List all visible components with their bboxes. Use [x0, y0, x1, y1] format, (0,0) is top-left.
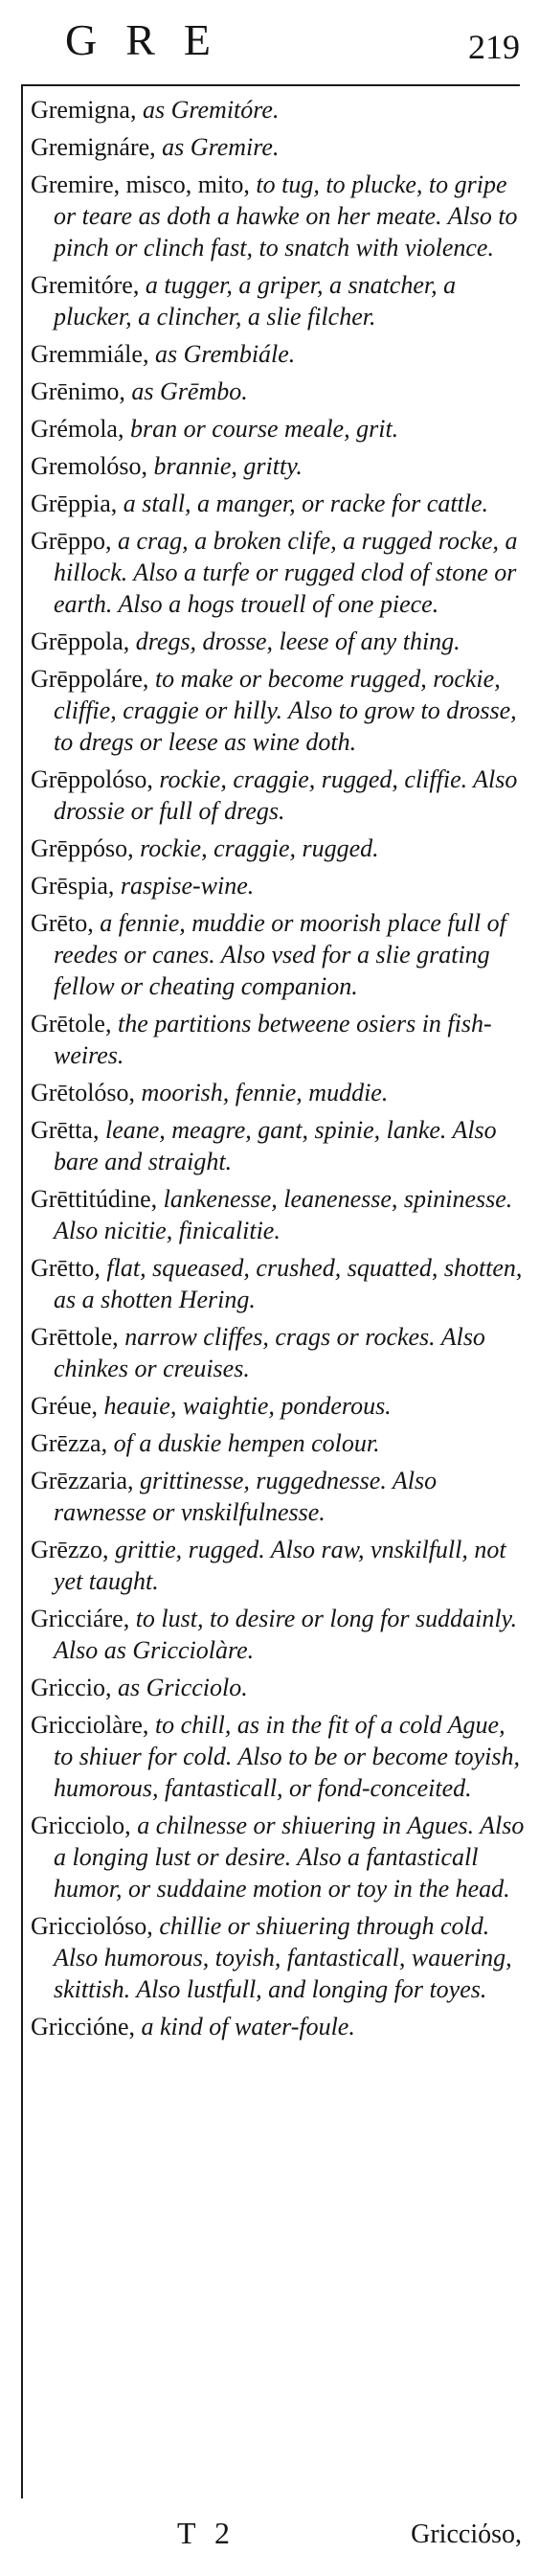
entry-definition: a stall, a manger, or racke for cattle.	[123, 490, 489, 517]
entry-definition: raspise-wine.	[120, 872, 255, 900]
entry-definition: brannie, gritty.	[153, 452, 303, 480]
entry-definition: to make or become rugged, rockie, cliffie, craggie or hilly. Also to grow to drosse, to dregs or leese as wine doth.	[54, 665, 517, 756]
entry-definition: to chill, as in the fit of a cold Ague, to shiuer for cold. Also to be or become toyish, humorous, fantasticall, or fond-conceited.	[54, 1711, 520, 1802]
dictionary-entry	[31, 1534, 525, 1597]
dictionary-entry	[31, 1910, 525, 2005]
entry-headword: Gremmiále,	[31, 340, 149, 368]
signature-mark: T 2	[177, 2516, 236, 2550]
dictionary-entry	[31, 413, 525, 445]
running-head: GRE	[65, 15, 239, 64]
entry-definition: to lust, to desire or long for suddainly. Also as Gricciolàre.	[54, 1605, 518, 1664]
entry-headword: Griccio,	[31, 1674, 112, 1701]
entry-definition: a fennie, muddie or moorish place full of reedes or canes. Also vsed for a slie grating fellow or cheating companion.	[54, 909, 506, 1000]
entry-definition: a crag, a broken clife, a rugged rocke, a hillock. Also a turfe or rugged clod of stone or earth. Also a hogs trouell of one piece.	[54, 527, 518, 618]
dictionary-entry	[31, 870, 525, 901]
entry-definition: lankenesse, leanenesse, spininesse. Also nicitie, finicalitie.	[54, 1185, 513, 1244]
entry-headword: Gréue,	[31, 1392, 99, 1420]
entry-definition: the partitions betweene osiers in fish-weires.	[54, 1010, 492, 1069]
entry-headword: Gremigna,	[31, 96, 137, 124]
entry-headword: Griccióne,	[31, 2013, 136, 2040]
entry-headword: Grēppola,	[31, 627, 130, 655]
dictionary-entry	[31, 376, 525, 407]
catchword: Gricciόso,	[411, 2519, 522, 2549]
entry-definition: as Gricciolo.	[117, 1674, 248, 1701]
entry-headword: Grémola,	[31, 415, 124, 443]
dictionary-entry	[31, 1427, 525, 1459]
page-number: 219	[468, 28, 520, 66]
entry-headword: Gricciolo,	[31, 1812, 131, 1839]
entry-headword: Grēppóso,	[31, 834, 134, 862]
dictionary-entry	[31, 2011, 525, 2042]
entry-definition: flat, squeased, crushed, squatted, shotten, as a shotten Hering.	[54, 1254, 523, 1313]
entry-definition: leane, meagre, gant, spinie, lanke. Also bare and straight.	[54, 1116, 497, 1175]
entry-headword: Grēppia,	[31, 490, 118, 517]
entry-headword: Grēzzo,	[31, 1536, 109, 1563]
dictionary-entry	[31, 907, 525, 1002]
entry-headword: Grēppo,	[31, 527, 112, 555]
entry-definition: grittinesse, ruggednesse. Also rawnesse or vnskilfulnesse.	[54, 1467, 438, 1526]
entry-definition: as Grembiále.	[154, 340, 296, 368]
entry-headword: Gremire, misco, mito,	[31, 171, 250, 198]
entry-headword: Gremolóso,	[31, 452, 148, 480]
entry-headword: Grētole,	[31, 1010, 112, 1037]
dictionary-entry	[31, 338, 525, 370]
dictionary-entry	[31, 1390, 525, 1422]
entry-definition: a tugger, a griper, a snatcher, a plucker, a clincher, a slie filcher.	[54, 271, 457, 331]
margin-rule	[21, 84, 23, 2498]
entry-definition: rockie, craggie, rugged, cliffie. Also drossie or full of dregs.	[54, 765, 518, 825]
dictionary-entry	[31, 1321, 525, 1384]
dictionary-entry	[31, 1465, 525, 1528]
entry-headword: Grēppolóso,	[31, 765, 153, 793]
entry-definition: rockie, craggie, rugged.	[140, 834, 379, 862]
entry-headword: Grētolóso,	[31, 1079, 136, 1106]
entry-headword: Grēnimo,	[31, 377, 125, 405]
entry-headword: Grēttole,	[31, 1323, 119, 1351]
dictionary-entry	[31, 131, 525, 163]
dictionary-entry	[31, 764, 525, 827]
dictionary-entry	[31, 1672, 525, 1703]
dictionary-entry	[31, 1183, 525, 1246]
entry-headword: Grēspia,	[31, 872, 115, 900]
entry-definition: narrow cliffes, crags or rockes. Also chinkes or creuises.	[54, 1323, 485, 1382]
dictionary-entry	[31, 269, 525, 332]
entry-headword: Grētto,	[31, 1254, 101, 1282]
entry-definition: as Grēmbo.	[131, 377, 248, 405]
entry-headword: Gricciolóso,	[31, 1912, 153, 1940]
entry-definition: dregs, drosse, leese of any thing.	[135, 627, 460, 655]
entry-definition: of a duskie hempen colour.	[113, 1429, 380, 1457]
entry-headword: Grēto,	[31, 909, 94, 937]
entry-definition: as Gremitóre.	[142, 96, 280, 124]
entry-headword: Grēzza,	[31, 1429, 108, 1457]
dictionary-entry	[31, 626, 525, 657]
header-rule	[21, 84, 520, 86]
dictionary-entry	[31, 450, 525, 482]
entry-headword: Gremitóre,	[31, 271, 140, 299]
entry-headword: Gricciáre,	[31, 1605, 130, 1632]
entry-definition: grittie, rugged. Also raw, vnskilfull, not yet taught.	[54, 1536, 506, 1595]
entry-list	[31, 94, 525, 2048]
entry-headword: Grētta,	[31, 1116, 100, 1144]
dictionary-entry	[31, 1114, 525, 1177]
dictionary-entry	[31, 1709, 525, 1804]
dictionary-entry	[31, 1252, 525, 1315]
dictionary-entry	[31, 94, 525, 125]
entry-definition: bran or course meale, grit.	[129, 415, 399, 443]
dictionary-entry	[31, 663, 525, 758]
entry-headword: Gremignáre,	[31, 133, 156, 161]
dictionary-entry	[31, 1008, 525, 1071]
entry-definition: a kind of water-foule.	[141, 2013, 355, 2040]
dictionary-entry	[31, 169, 525, 263]
dictionary-entry	[31, 832, 525, 864]
page-footer	[0, 2510, 539, 2576]
entry-headword: Grēttitúdine,	[31, 1185, 158, 1213]
entry-definition: to tug, to plucke, to gripe or teare as doth a hawke on her meate. Also to pinch or clinch fast, to snatch with violence.	[54, 171, 518, 262]
dictionary-entry	[31, 488, 525, 519]
entry-definition: chillie or shiuering through cold. Also humorous, toyish, fantasticall, wauering, skittish. Also lustfull, and longing for toyes.	[54, 1912, 512, 2003]
dictionary-entry	[31, 1603, 525, 1666]
entry-definition: moorish, fennie, muddie.	[141, 1079, 389, 1106]
page-header	[0, 0, 539, 86]
entry-definition: as Gremire.	[162, 133, 280, 161]
entry-headword: Grēppoláre,	[31, 665, 149, 693]
entry-headword: Gricciolàre,	[31, 1711, 149, 1739]
entry-definition: heauie, waightie, ponderous.	[103, 1392, 392, 1420]
entry-headword: Grēzzaria,	[31, 1467, 134, 1494]
entry-definition: a chilnesse or shiuering in Agues. Also a longing lust or desire. Also a fantasticall humor, or suddaine motion or toy in the head.	[54, 1812, 525, 1903]
dictionary-entry	[31, 525, 525, 620]
dictionary-entry	[31, 1077, 525, 1108]
dictionary-entry	[31, 1810, 525, 1904]
